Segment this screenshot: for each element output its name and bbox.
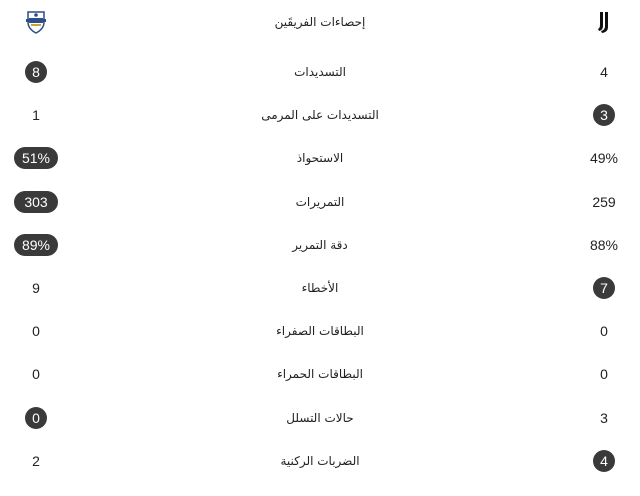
stat-row (0, 95, 640, 135)
stats-header-row (0, 2, 640, 42)
right-stat-badge: 7 (593, 277, 615, 299)
stat-label: التسديدات على المرمى (261, 108, 379, 123)
right-value-cell (568, 441, 640, 481)
right-stat-badge: 4 (593, 450, 615, 472)
left-stat-badge: 0 (25, 407, 47, 429)
right-value-cell (568, 268, 640, 308)
stat-row (0, 398, 640, 438)
right-value-cell (568, 354, 640, 394)
stat-label: الضربات الركنية (280, 453, 360, 468)
left-value-cell (0, 52, 72, 92)
right-stat-value: 259 (592, 193, 616, 210)
left-stat-badge: 8 (25, 61, 47, 83)
left-value-cell (0, 311, 72, 351)
right-stat-value: 49% (589, 150, 619, 167)
left-stat-value: 0 (32, 366, 40, 383)
stat-label: الاستحواذ (296, 151, 344, 166)
stat-label: البطاقات الصفراء (276, 324, 364, 339)
right-value-cell (568, 95, 640, 135)
stat-row (0, 441, 640, 481)
left-value-cell (0, 441, 72, 481)
stat-label: التسديدات (294, 65, 346, 79)
right-value-cell (568, 311, 640, 351)
right-team-cell (568, 2, 640, 42)
right-value-cell (568, 52, 640, 92)
stat-label: الأخطاء (301, 281, 339, 295)
right-value-cell (568, 225, 640, 265)
stat-label: دقة التمرير (292, 237, 348, 252)
stat-label: حالات التسلل (286, 410, 354, 425)
stat-label: البطاقات الحمراء (277, 367, 363, 382)
stat-row (0, 354, 640, 394)
left-value-cell (0, 225, 72, 265)
left-team-cell (0, 2, 72, 42)
left-stat-badge: 89% (14, 234, 58, 256)
stat-row (0, 225, 640, 265)
stats-title: إحصاءات الفريقَين (274, 15, 366, 29)
right-stat-value: 3 (600, 409, 608, 426)
left-stat-value: 9 (32, 280, 40, 296)
left-value-cell (0, 138, 72, 178)
right-stat-value: 4 (600, 64, 608, 80)
right-value-cell (568, 398, 640, 438)
shield-crest-icon (22, 8, 50, 36)
left-value-cell (0, 398, 72, 438)
stat-row (0, 52, 640, 92)
juventus-j-icon (590, 8, 618, 36)
right-stat-value: 0 (600, 366, 608, 383)
right-value-cell (568, 138, 640, 178)
stat-row (0, 311, 640, 351)
left-value-cell (0, 268, 72, 308)
stat-row (0, 182, 640, 222)
right-stat-value: 0 (600, 323, 608, 340)
right-stat-value: 88% (589, 236, 619, 253)
stat-row (0, 268, 640, 308)
left-stat-badge: 303 (14, 191, 58, 213)
stat-row (0, 138, 640, 178)
stat-label: التمريرات (295, 194, 345, 209)
left-stat-value: 1 (32, 107, 40, 124)
left-value-cell (0, 182, 72, 222)
right-value-cell (568, 182, 640, 222)
left-value-cell (0, 95, 72, 135)
left-stat-value: 2 (32, 452, 40, 469)
right-stat-badge: 3 (593, 104, 615, 126)
left-stat-badge: 51% (14, 147, 58, 169)
left-stat-value: 0 (32, 323, 40, 340)
left-value-cell (0, 354, 72, 394)
